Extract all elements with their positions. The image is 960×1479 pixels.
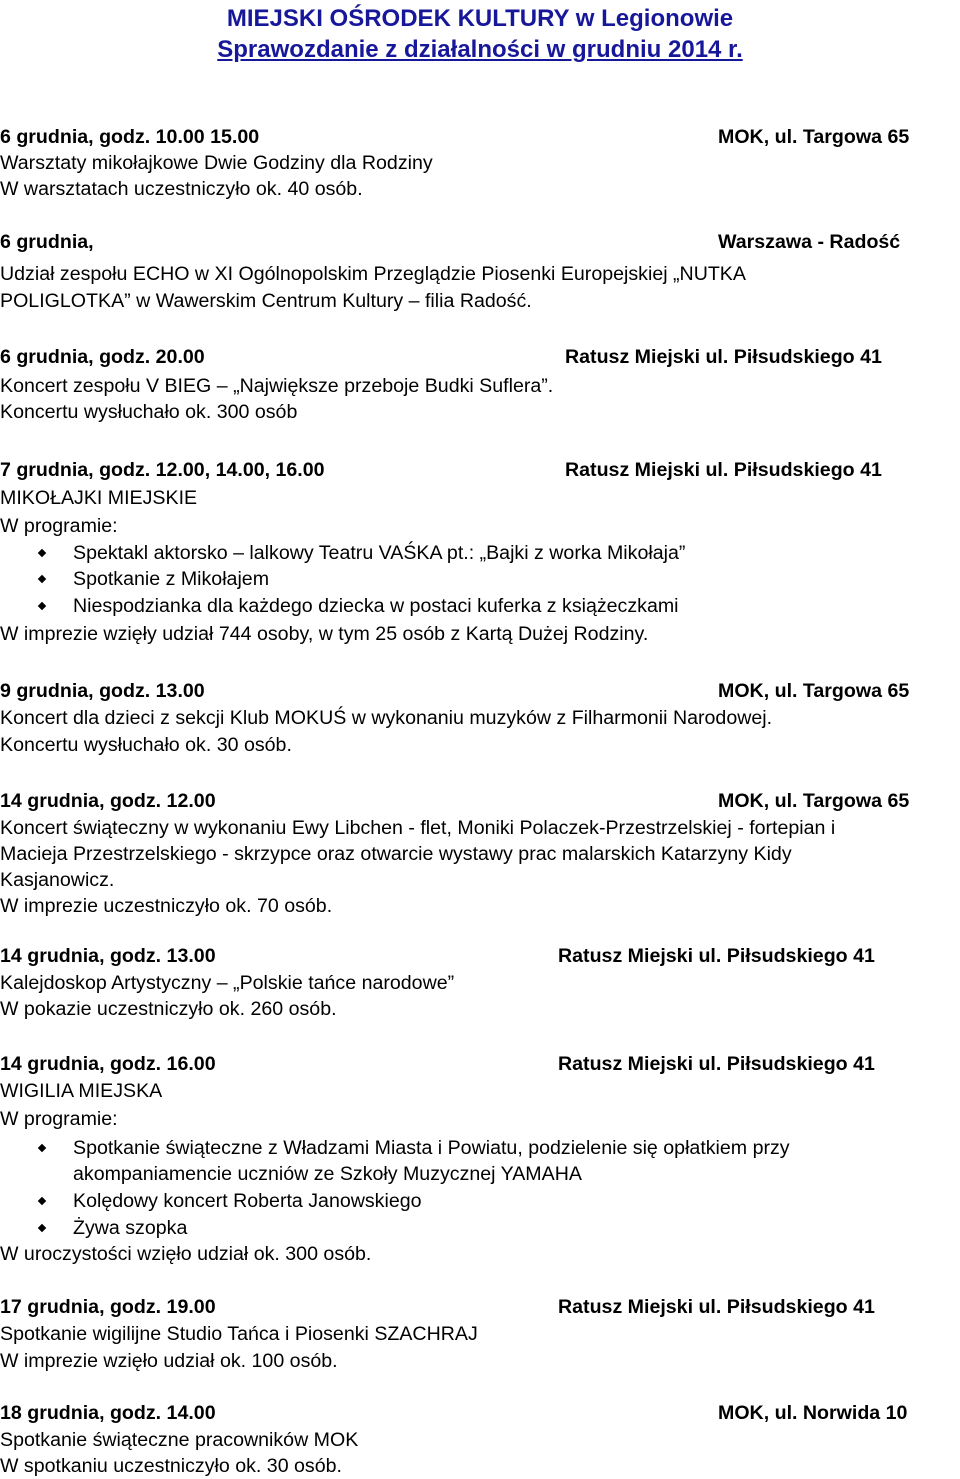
- program-item-text: Kolędowy koncert Roberta Janowskiego: [73, 1190, 422, 1212]
- event-date-line: [0, 1051, 960, 1077]
- program-item-text: Żywa szopka: [73, 1217, 188, 1239]
- event-attendance: W uroczystości wzięło udział ok. 300 osób.: [0, 1243, 372, 1265]
- event-location: MOK, ul. Targowa 65: [718, 790, 910, 812]
- event-location: Ratusz Miejski ul. Piłsudskiego 41: [558, 1296, 875, 1318]
- event-date-line: [0, 1400, 960, 1426]
- event-description: Kalejdoskop Artystyczny – „Polskie tańce narodowe”: [0, 972, 455, 994]
- event-description: Spotkanie świąteczne pracowników MOK: [0, 1429, 359, 1451]
- event-attendance: W imprezie wzięło udział ok. 100 osób.: [0, 1350, 338, 1372]
- event-location: Ratusz Miejski ul. Piłsudskiego 41: [558, 945, 875, 967]
- program-item-text: Spotkanie świąteczne z Władzami Miasta i Powiatu, podzielenie się opłatkiem przy: [73, 1137, 790, 1159]
- event-title: WIGILIA MIEJSKA: [0, 1080, 163, 1102]
- event-attendance: Koncertu wysłuchało ok. 30 osób.: [0, 734, 292, 756]
- event-attendance: Koncertu wysłuchało ok. 300 osób: [0, 401, 298, 423]
- document-subtitle: Sprawozdanie z działalności w grudniu 2014 r.: [217, 36, 743, 63]
- program-label: W programie:: [0, 1108, 118, 1130]
- event-location: Ratusz Miejski ul. Piłsudskiego 41: [565, 346, 882, 368]
- event-location: Ratusz Miejski ul. Piłsudskiego 41: [565, 459, 882, 481]
- event-location: Ratusz Miejski ul. Piłsudskiego 41: [558, 1053, 875, 1075]
- event-location: MOK, ul. Targowa 65: [718, 126, 910, 148]
- event-description: Udział zespołu ECHO w XI Ogólnopolskim Przeglądzie Piosenki Europejskiej „NUTKA: [0, 263, 746, 285]
- event-description: Koncert świąteczny w wykonaniu Ewy Libchen - flet, Moniki Polaczek-Przestrzelskiej - fortepian i: [0, 817, 836, 839]
- event-date: 6 grudnia, godz. 20.00: [0, 346, 205, 368]
- event-date: 6 grudnia,: [0, 231, 94, 253]
- event-date-line: [0, 943, 960, 969]
- event-date-line: [0, 229, 960, 255]
- event-attendance: W warsztatach uczestniczyło ok. 40 osób.: [0, 178, 363, 200]
- event-date: 14 grudnia, godz. 16.00: [0, 1053, 216, 1075]
- event-date-line: [0, 788, 960, 814]
- event-date: 7 grudnia, godz. 12.00, 14.00, 16.00: [0, 459, 325, 481]
- program-item-text: Spektakl aktorsko – lalkowy Teatru VAŚKA pt.: „Bajki z worka Mikołaja”: [73, 542, 686, 564]
- bullet-icon: [38, 1197, 46, 1205]
- event-description: Macieja Przestrzelskiego - skrzypce oraz otwarcie wystawy prac malarskich Katarzyny Kidy: [0, 843, 792, 865]
- event-date: 14 grudnia, godz. 13.00: [0, 945, 216, 967]
- event-attendance: W imprezie wzięły udział 744 osoby, w tym 25 osób z Kartą Dużej Rodziny.: [0, 623, 649, 645]
- event-date: 18 grudnia, godz. 14.00: [0, 1402, 216, 1424]
- bullet-icon: [38, 602, 46, 610]
- event-location: Warszawa - Radość: [718, 231, 901, 253]
- event-date: 14 grudnia, godz. 12.00: [0, 790, 216, 812]
- program-item-text: Niespodzianka dla każdego dziecka w postaci kuferka z książeczkami: [73, 595, 679, 617]
- bullet-icon: [38, 575, 46, 583]
- event-description: Koncert zespołu V BIEG – „Największe przeboje Budki Suflera”.: [0, 375, 554, 397]
- event-date: 9 grudnia, godz. 13.00: [0, 680, 205, 702]
- bullet-icon: [38, 1144, 46, 1152]
- event-attendance: W imprezie uczestniczyło ok. 70 osób.: [0, 895, 333, 917]
- bullet-icon: [38, 1224, 46, 1232]
- event-date-line: [0, 124, 960, 150]
- event-title: MIKOŁAJKI MIEJSKIE: [0, 487, 198, 509]
- event-date: 6 grudnia, godz. 10.00 15.00: [0, 126, 260, 148]
- event-location: MOK, ul. Targowa 65: [718, 680, 910, 702]
- event-location: MOK, ul. Norwida 10: [718, 1402, 908, 1424]
- event-date-line: [0, 457, 960, 483]
- event-date-line: [0, 678, 960, 704]
- event-description: POLIGLOTKA” w Wawerskim Centrum Kultury – filia Radość.: [0, 290, 532, 312]
- program-item-text: Spotkanie z Mikołajem: [73, 568, 270, 590]
- event-date-line: [0, 344, 960, 370]
- document-header: [0, 3, 960, 65]
- bullet-icon: [38, 549, 46, 557]
- program-item-text: akompaniamencie uczniów ze Szkoły Muzycznej YAMAHA: [73, 1163, 582, 1185]
- event-description: Warsztaty mikołajkowe Dwie Godziny dla Rodziny: [0, 152, 433, 174]
- event-description: Spotkanie wigilijne Studio Tańca i Piosenki SZACHRAJ: [0, 1323, 478, 1345]
- program-label: W programie:: [0, 515, 118, 537]
- event-date: 17 grudnia, godz. 19.00: [0, 1296, 216, 1318]
- event-date-line: [0, 1294, 960, 1320]
- event-attendance: W spotkaniu uczestniczyło ok. 30 osób.: [0, 1455, 342, 1477]
- event-attendance: W pokazie uczestniczyło ok. 260 osób.: [0, 998, 337, 1020]
- event-description: Kasjanowicz.: [0, 869, 115, 891]
- event-description: Koncert dla dzieci z sekcji Klub MOKUŚ w wykonaniu muzyków z Filharmonii Narodowej.: [0, 707, 773, 729]
- document-title: MIEJSKI OŚRODEK KULTURY w Legionowie: [226, 5, 734, 32]
